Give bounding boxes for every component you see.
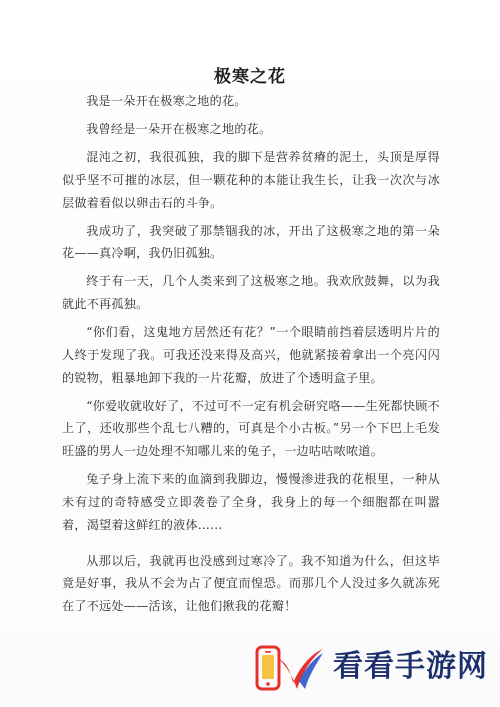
paragraph: 终于有一天，几个人类来到了这极寒之地。我欢欣鼓舞，以为我就此不再孤独。 bbox=[62, 274, 440, 312]
paragraph: 我曾经是一朵开在极寒之地的花。 bbox=[86, 121, 272, 136]
document-title: 极寒之花 bbox=[214, 67, 286, 87]
watermark-text: 看看手游网 bbox=[333, 649, 488, 684]
site-watermark-logo bbox=[253, 641, 493, 697]
phone-logo-icon bbox=[253, 643, 327, 695]
paragraph: 混沌之初，我很孤独，我的脚下是营养贫瘠的泥土，头顶是厚得似乎坚不可摧的冰层，但一颗花种的本能让我生长，让我一次次与冰层做着看似以卵击石的斗争。 bbox=[62, 149, 440, 210]
paragraph: 兔子身上流下来的血滴到我脚边，慢慢渗进我的花根里，一种从未有过的奇特感受立即袭卷了全身，我身上的每一个细胞都在叫嚣着，渴望着这鲜红的液体…… bbox=[62, 472, 440, 532]
paragraph: 从那以后，我就再也没感到过寒冷了。我不知道为什么，但这毕竟是好事，我从不会为占了便宜而惶恐。而那几个人没过多久就冻死在了不远处——活该，让他们揪我的花瓣！ bbox=[62, 553, 440, 614]
paragraph: 我成功了，我突破了那禁锢我的冰，开出了这极寒之地的第一朵花——真冷啊，我仍旧孤独。 bbox=[62, 223, 440, 261]
paragraph: “你们看，这鬼地方居然还有花？”一个眼睛前挡着层透明片片的人终于发现了我。可我还没来得及高兴，他就紧接着拿出一个亮闪闪的锐物，粗暴地卸下我的一片花瓣，放进了个透明盒子里。 bbox=[62, 325, 440, 385]
document-body bbox=[62, 90, 440, 623]
paragraph: “你爱收就收好了，不过可不一定有机会研究咯——生死都快顾不上了，还收那些个乱七八糟的，可真是个小古板。”另一个下巴上毛发旺盛的男人一边处理不知哪儿来的兔子，一边咕咕哝哝道。 bbox=[62, 398, 440, 459]
paragraph: 我是一朵开在极寒之地的花。 bbox=[86, 94, 247, 108]
